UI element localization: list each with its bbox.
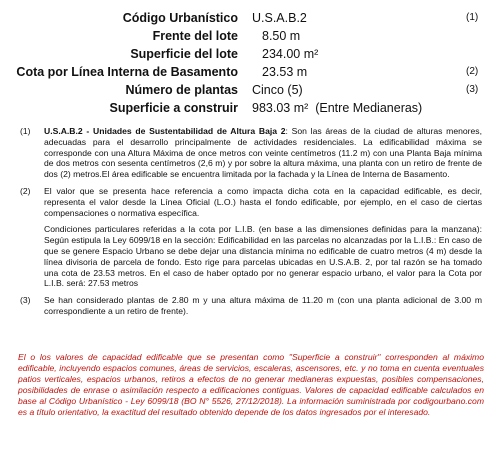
superficie-construir-value: 983.03 m² (Entre Medianeras) (252, 101, 423, 115)
superficie-construir-label: Superficie a construir (109, 101, 238, 115)
summary-row-cota (0, 63, 500, 81)
footnotes (20, 126, 482, 323)
footnote-3-text: Se han considerado plantas de 2.80 m y una altura máxima de 11.20 m (con una planta adicional de 3.00 m correspondiente a un retiro de frente). (44, 295, 482, 316)
footnote-2-number: (2) (20, 185, 31, 196)
footnote-1-number: (1) (20, 126, 31, 136)
summary-row-frente (0, 27, 500, 45)
cota-value: 23.53 m (262, 65, 308, 79)
frente-label: Frente del lote (152, 29, 238, 43)
footnote-1 (20, 126, 482, 180)
footnote-2-paragraph-1: El valor que se presenta hace referencia a como impacta dicha cota en la capacidad edificable, es decir, representa el valor desde la Línea Oficial (L.O.) hasta el fondo edificable, por ejemplo, en el caso de ciertas compensaciones o normativa específica. (44, 185, 482, 218)
frente-value: 8.50 m (262, 29, 301, 43)
codigo-value: U.S.A.B.2 (252, 11, 307, 25)
footnote-1-title: U.S.A.B.2 - Unidades de Sustentabilidad de Altura Baja 2 (44, 126, 286, 136)
codigo-label: Código Urbanístico (122, 11, 238, 25)
codigo-ref: (1) (466, 12, 479, 23)
summary-row-plantas (0, 81, 500, 99)
cota-label: Cota por Línea Interna de Basamento (16, 65, 238, 79)
superficie-lote-label: Superficie del lote (130, 47, 238, 61)
plantas-value: Cinco (5) (252, 83, 303, 97)
summary-row-codigo (0, 9, 500, 27)
footnote-3-number: (3) (20, 295, 31, 306)
disclaimer-text: El o los valores de capacidad edificable que se presentan como "Superficie a construir" corresponden al máximo edificable, incluyendo espacios comunes, áreas de servicios, escaleras, ascensores, etc. y no toma en cuenta eventuales patios verticales, espacios urbanos, retiros a efectos de no generar medianeras expuestas, posibles compensaciones, posibilidades de enrase o asimilación respecto a edificaciones contiguas. Valores de capacidad edificable calculados en base al Código Urbanístico - Ley 6099/18 (BO N° 5526, 27/12/2018). La información suministrada por codigourbano.com es a título orientativo, la exactitud del resultado obtenido depende de los datos ingresados por el interesado. (18, 352, 484, 417)
footnote-1-text: : Son las áreas de la ciudad de alturas menores, adecuadas para el desarrollo principalmente de actividades residenciales. La edificabilidad máxima se corresponde con una Altura Máxima de once metros con veinte centímetros (11.2 m) con una Planta Baja mínima de dos metros con sesenta centímetros (2,6 m) y por sobre la altura máxima, una planta con un retiro de frente de dos (2) metros.El área edificable se encuentra limitada por la fachada y la Línea de Interna de Basamento. (44, 126, 482, 180)
plantas-label: Número de plantas (125, 83, 238, 97)
summary-row-superficie-construir (0, 99, 500, 117)
footnote-3 (20, 295, 482, 317)
footnote-2-paragraph-2: Condiciones particulares referidas a la cota por L.I.B. (en base a las dimensiones definidas para la manzana): Según estipula la Ley 6099/18 en la sección: Edificabilidad en las parcelas no alcanzadas por la L.I.B.: En caso de que se genere Espacio Urbano se debe dejar una distancia mínima no edificable de cuatro metros (4 m) desde la línea divisoria de parcela de fondo. Esto rige para parcelas ubicadas en U.S.A.B. 2, por tal razón se ha tomado una cota de 23.53 metros. En el caso de haber optado por no generar espacio urbano, el valor para la Cota por L.I.B. será: 27.53 metros (44, 224, 482, 289)
summary-table (0, 9, 500, 117)
plantas-ref: (3) (466, 84, 479, 95)
superficie-lote-value: 234.00 m² (262, 47, 319, 61)
summary-row-superficie-lote (0, 45, 500, 63)
cota-ref: (2) (466, 66, 479, 77)
footnote-2 (20, 186, 482, 289)
